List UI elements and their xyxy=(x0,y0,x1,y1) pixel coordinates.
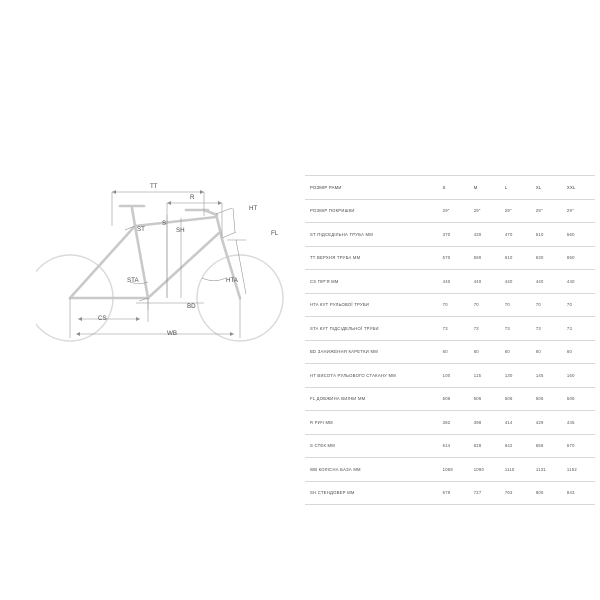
row-value: 29" xyxy=(440,199,471,223)
row-label: WB КОЛІСНА БАЗА ММ xyxy=(305,458,440,482)
row-value: 670 xyxy=(564,434,595,458)
row-value: 445 xyxy=(564,411,595,435)
table-row xyxy=(305,293,595,317)
diagram-label-sh: SH xyxy=(176,227,185,234)
row-value: 800 xyxy=(533,481,564,505)
row-value: 470 xyxy=(502,223,533,247)
table-row xyxy=(305,411,595,435)
row-value: 73 xyxy=(440,317,471,341)
row-value: 630 xyxy=(533,246,564,270)
diagram-label-sta: STA xyxy=(127,277,139,284)
row-value: 440 xyxy=(533,270,564,294)
row-label: HT ВИСОТА РУЛЬОВОГО СТАКАНУ ММ xyxy=(305,364,440,388)
row-value: 510 xyxy=(533,223,564,247)
row-label: BD ЗАНИЖЕННЯ КАРЕТКИ ММ xyxy=(305,340,440,364)
table-row xyxy=(305,458,595,482)
row-value: 130 xyxy=(502,364,533,388)
row-value: 160 xyxy=(564,364,595,388)
geometry-table xyxy=(305,175,595,505)
row-value: 506 xyxy=(533,387,564,411)
row-value: 590 xyxy=(471,246,502,270)
row-value: 60 xyxy=(440,340,471,364)
row-value: 570 xyxy=(440,246,471,270)
row-label: TT ВЕРХНЯ ТРУБА ММ xyxy=(305,246,440,270)
diagram-label-st: ST xyxy=(137,226,145,233)
row-label: SH СТЕНДОВЕР ММ xyxy=(305,481,440,505)
row-value: 145 xyxy=(533,364,564,388)
row-value: 70 xyxy=(502,293,533,317)
diagram-label-tt: TT xyxy=(150,183,158,190)
row-value: 642 xyxy=(502,434,533,458)
diagram-label-bd: BD xyxy=(187,303,196,310)
table-row xyxy=(305,223,595,247)
diagram-label-s: S xyxy=(162,220,167,227)
row-value: 430 xyxy=(471,223,502,247)
table-row xyxy=(305,317,595,341)
row-value: 60 xyxy=(533,340,564,364)
bike-geometry-diagram xyxy=(36,170,304,360)
diagram-label-ht: HT xyxy=(249,205,258,212)
row-value: 727 xyxy=(471,481,502,505)
row-label: HTA КУТ РУЛЬОВОЇ ТРУБИ xyxy=(305,293,440,317)
table-header-size: S xyxy=(440,176,471,200)
row-value: 60 xyxy=(502,340,533,364)
table-header-size: XXL xyxy=(564,176,595,200)
table-row xyxy=(305,364,595,388)
row-value: 70 xyxy=(440,293,471,317)
row-value: 440 xyxy=(502,270,533,294)
row-value: 656 xyxy=(533,434,564,458)
row-value: 29" xyxy=(564,199,595,223)
row-value: 73 xyxy=(533,317,564,341)
diagram-label-cs: CS xyxy=(98,315,107,322)
row-value: 100 xyxy=(440,364,471,388)
row-value: 1152 xyxy=(564,458,595,482)
table-row xyxy=(305,481,595,505)
table-row xyxy=(305,270,595,294)
row-label: FL ДОВЖИНА ВИЛКИ ММ xyxy=(305,387,440,411)
row-label: РОЗМІР ПОКРИШКИ xyxy=(305,199,440,223)
row-value: 1090 xyxy=(471,458,502,482)
row-value: 560 xyxy=(564,223,595,247)
table-row xyxy=(305,340,595,364)
row-label: CS ПІР'Я ММ xyxy=(305,270,440,294)
row-value: 73 xyxy=(471,317,502,341)
table-header-row xyxy=(305,176,595,200)
row-value: 628 xyxy=(471,434,502,458)
diagram-label-fl: FL xyxy=(271,230,279,237)
row-value: 70 xyxy=(471,293,502,317)
row-value: 440 xyxy=(564,270,595,294)
row-value: 1131 xyxy=(533,458,564,482)
row-value: 382 xyxy=(440,411,471,435)
row-value: 414 xyxy=(502,411,533,435)
table-row xyxy=(305,387,595,411)
table-header-size: L xyxy=(502,176,533,200)
row-value: 29" xyxy=(471,199,502,223)
table-row xyxy=(305,434,595,458)
table-header-size: XL xyxy=(533,176,564,200)
row-label: R РИЧ ММ xyxy=(305,411,440,435)
row-value: 843 xyxy=(564,481,595,505)
row-value: 650 xyxy=(564,246,595,270)
row-value: 614 xyxy=(440,434,471,458)
row-value: 610 xyxy=(502,246,533,270)
row-value: 440 xyxy=(440,270,471,294)
row-label: S СТЕК ММ xyxy=(305,434,440,458)
table-header-size: M xyxy=(471,176,502,200)
row-value: 115 xyxy=(471,364,502,388)
row-value: 398 xyxy=(471,411,502,435)
row-value: 370 xyxy=(440,223,471,247)
row-value: 1069 xyxy=(440,458,471,482)
row-value: 506 xyxy=(564,387,595,411)
row-value: 70 xyxy=(533,293,564,317)
diagram-label-r: R xyxy=(190,194,195,201)
table-header-label: РОЗМІР РАМИ xyxy=(305,176,440,200)
row-label: STA КУТ ПІДСІДЕЛЬНОЇ ТРУБИ xyxy=(305,317,440,341)
diagram-label-wb: WB xyxy=(167,330,177,337)
row-value: 506 xyxy=(502,387,533,411)
row-value: 506 xyxy=(471,387,502,411)
row-value: 440 xyxy=(471,270,502,294)
row-label: ST ПІДСЕДІЛЬНА ТРУБА ММ xyxy=(305,223,440,247)
row-value: 506 xyxy=(440,387,471,411)
row-value: 679 xyxy=(440,481,471,505)
diagram-label-hta: HTA xyxy=(226,277,238,284)
row-value: 70 xyxy=(564,293,595,317)
row-value: 29" xyxy=(502,199,533,223)
row-value: 29" xyxy=(533,199,564,223)
row-value: 73 xyxy=(502,317,533,341)
row-value: 73 xyxy=(564,317,595,341)
table-row xyxy=(305,246,595,270)
table-row xyxy=(305,199,595,223)
row-value: 1110 xyxy=(502,458,533,482)
row-value: 60 xyxy=(471,340,502,364)
row-value: 763 xyxy=(502,481,533,505)
row-value: 60 xyxy=(564,340,595,364)
row-value: 429 xyxy=(533,411,564,435)
